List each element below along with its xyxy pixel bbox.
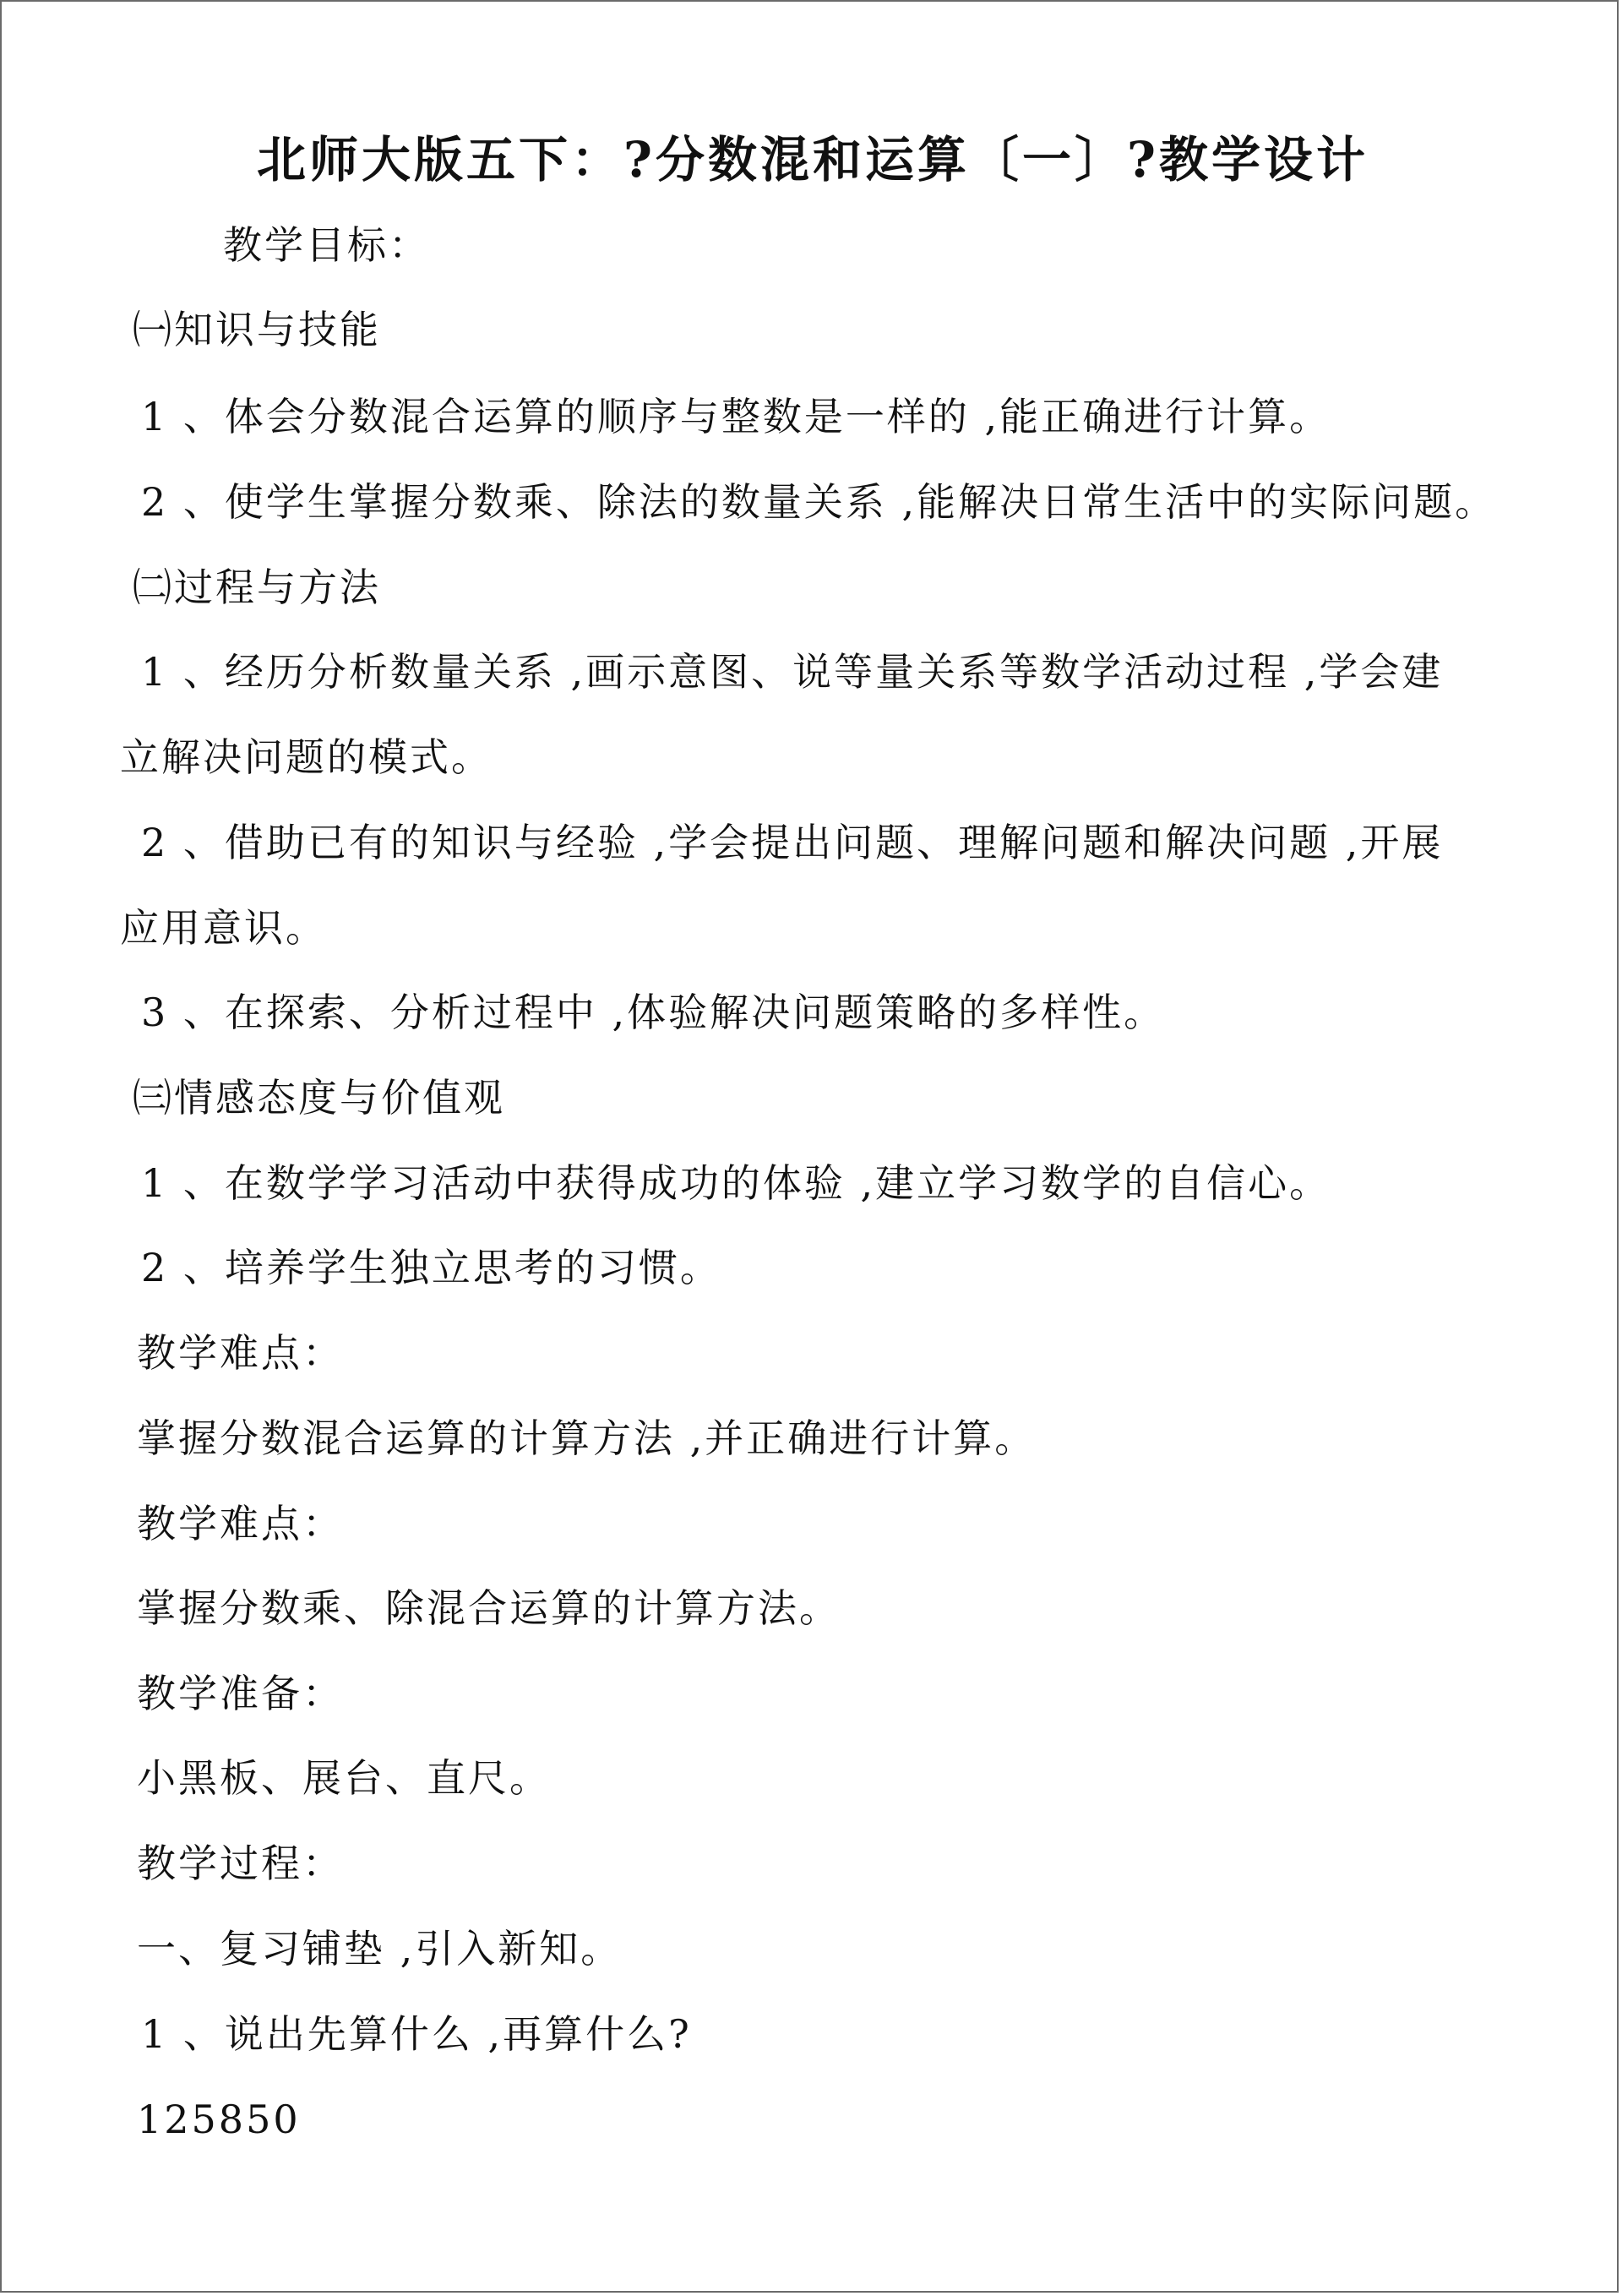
text-line: 3 、在探索、分析过程中 ,体验解决问题策略的多样性。 bbox=[141, 990, 1166, 1035]
text-line: 教学目标： bbox=[223, 222, 430, 268]
text-line: 掌握分数混合运算的计算方法 ,并正确进行计算。 bbox=[137, 1415, 1037, 1461]
text-line: 1 、体会分数混合运算的顺序与整数是一样的 ,能正确进行计算。 bbox=[141, 394, 1331, 439]
text-line: 一、复习铺垫 ,引入新知。 bbox=[137, 1926, 623, 1972]
text-line: ㈡过程与方法 bbox=[133, 564, 381, 610]
text-line: 1 、说出先算什么 ,再算什么? bbox=[141, 2011, 692, 2057]
text-line: 125850 bbox=[137, 2097, 301, 2142]
document-title: 北师大版五下：?分数混和运算〔一〕?教学设计 bbox=[257, 131, 1369, 188]
text-line: 教学过程： bbox=[137, 1841, 344, 1886]
text-line: 2 、培养学生独立思考的习惯。 bbox=[141, 1245, 721, 1290]
text-line: 立解决问题的模式。 bbox=[120, 734, 493, 780]
text-line: 教学准备： bbox=[137, 1671, 344, 1716]
text-line: 教学难点： bbox=[137, 1330, 344, 1376]
text-line: 2 、借助已有的知识与经验 ,学会提出问题、理解问题和解决问题 ,开展 bbox=[141, 820, 1444, 865]
text-line: 1 、在数学学习活动中获得成功的体验 ,建立学习数学的自信心。 bbox=[141, 1160, 1331, 1206]
text-line: 1 、经历分析数量关系 ,画示意图、说等量关系等数学活动过程 ,学会建 bbox=[141, 649, 1444, 695]
text-line: 2 、使学生掌握分数乘、除法的数量关系 ,能解决日常生活中的实际问题。 bbox=[141, 479, 1497, 525]
text-line: 小黑板、展台、直尺。 bbox=[137, 1755, 551, 1801]
text-line: ㈢情感态度与价值观 bbox=[133, 1075, 505, 1121]
text-line: 掌握分数乘、除混合运算的计算方法。 bbox=[137, 1585, 841, 1631]
text-line: 应用意识。 bbox=[120, 905, 327, 951]
text-line: ㈠知识与技能 bbox=[133, 307, 381, 352]
text-line: 教学难点： bbox=[137, 1501, 344, 1546]
